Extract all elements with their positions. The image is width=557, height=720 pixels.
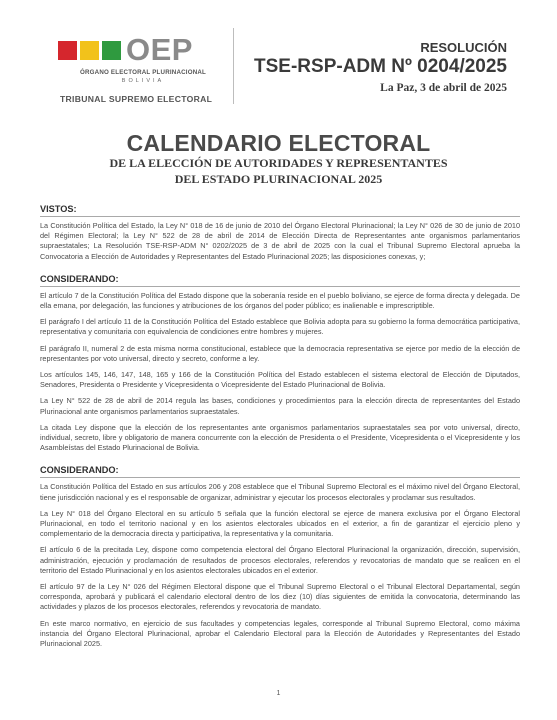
paragraph: La citada Ley dispone que la elección de los representantes ante organismos parlamentarios supraestatales sea por voto universal, directo, individual, secreto, libre y obligatorio de manera concurrente con la elección de Presidenta o el Presidente, Vicepresidenta o el Vicepresidente y los Asambleístas del Estado Plurinacional de Bolivia. (40, 422, 520, 453)
header-divider (233, 28, 234, 104)
logo-brand-text: OEP (126, 32, 193, 67)
logo-country: BOLIVIA (121, 78, 165, 84)
document-subtitle-line1: DE LA ELECCIÓN DE AUTORIDADES Y REPRESENTANTES (109, 156, 448, 170)
paragraph: En este marco normativo, en ejercicio de sus facultades y competencias legales, corresponde al Tribunal Supremo Electoral, como máxima instancia del Órgano Electoral Plurinacional, aprobar el Calendario Electoral para la Elección de Autoridades y Representantes del Estado Plurinacional 2025. (40, 618, 520, 649)
paragraph: El parágrafo II, numeral 2 de esta misma norma constitucional, establece que la democracia representativa se ejerce por medio de la elección de representantes por voto universal, directo y secreto, conforme a ley. (40, 343, 520, 363)
logo-mark (58, 34, 218, 66)
resolution-date: La Paz, 3 de abril de 2025 (380, 82, 507, 94)
resolution-label: RESOLUCIÓN (420, 40, 507, 55)
paragraph: El artículo 7 de la Constitución Política del Estado dispone que la soberanía reside en el pueblo boliviano, se ejerce de forma directa y delegada. De ella emana, por delegación, las funciones y atribuciones de los órganos del poder público; es inalienable e imprescriptible. (40, 290, 520, 311)
document-body (40, 204, 520, 655)
paragraph: La Ley N° 018 del Órgano Electoral en su artículo 5 señala que la función electoral se ejerce de manera exclusiva por el Órgano Electoral Plurinacional, en todo el territorio nacional y en los asientos electorales ubicados en el exterior, a fin de garantizar el ejercicio pleno y complementario de la democracia directa y participativa, la representativa y la comunitaria. (40, 508, 520, 539)
section-heading: VISTOS: (40, 204, 77, 214)
section-divider (40, 477, 520, 478)
logo-tribunal: TRIBUNAL SUPREMO ELECTORAL (60, 94, 213, 104)
red-square-icon (58, 41, 77, 60)
yellow-square-icon (80, 41, 99, 60)
page-number: 1 (276, 690, 281, 697)
oep-logo (58, 34, 218, 108)
paragraph: El artículo 97 de la Ley N° 026 del Régimen Electoral dispone que el Tribunal Supremo Electoral o el Tribunal Electoral Departamental, según corresponda, aprobará y publicará el calendario electoral dentro de los diez (10) días siguientes de emitida la convocatoria, determinando las actividades y plazos de los procesos electorales, referendos y revocatoria de mandato. (40, 582, 520, 612)
section-heading: CONSIDERANDO: (40, 465, 119, 476)
section-divider (40, 286, 520, 287)
section-divider (40, 216, 520, 217)
section-vistos (40, 204, 520, 262)
paragraph: Los artículos 145, 146, 147, 148, 165 y 166 de la Constitución Política del Estado establecen el sistema electoral de Elección de Diputados, Senadores, Presidenta o Presidente y Vicepresidenta o Vicepresidente del Estado Plurinacional de Bolivia. (40, 370, 520, 390)
document-subtitle-line2: DEL ESTADO PLURINACIONAL 2025 (174, 172, 383, 186)
section-considerando-1 (40, 274, 520, 454)
paragraph: La Constitución Política del Estado, la Ley N° 018 de 16 de junio de 2010 del Órgano Electoral Plurinacional; la Ley N° 026 de 30 de junio de 2010 del Régimen Electoral; la Ley N° 522 de 28 de abril de 2014 de Elección Directa de Representantes ante organismos parlamentarios supraestatales; La Resolución TSE-RSP-ADM N° 0202/2025 de 3 de abril de 2025 con la cual el Tribunal Supremo Electoral aprueba la Convocatoria a Elección de Autoridades y Representantes del Estado Plurinacional 2025; las disposiciones conexas, y; (40, 221, 520, 261)
green-square-icon (102, 41, 121, 60)
paragraph: El parágrafo I del artículo 11 de la Constitución Política del Estado establece que Bolivia adopta para su gobierno la forma democrática participativa, representativa y comunitaria con equivalencia de condiciones entre hombres y mujeres. (40, 317, 520, 337)
section-considerando-2 (40, 465, 520, 649)
paragraph: La Constitución Política del Estado en sus artículos 206 y 208 establece que el Tribunal Supremo Electoral es el máximo nivel del Órgano Electoral, tiene jurisdicción nacional y es el responsable de organizar, administrar y ejecutar los procesos electorales y proclamar sus resultados. (40, 482, 520, 502)
section-heading: CONSIDERANDO: (40, 273, 119, 284)
paragraph: El artículo 6 de la precitada Ley, dispone como competencia electoral del Órgano Electoral Plurinacional la organización, dirección, supervisión, administración, ejecución y proclamación de resultados de procesos electorales, referendos y revocatorias de mandato que se realicen en el territorio del Estado Plurinacional y en los asientos electorales ubicados en el exterior. (40, 545, 520, 575)
paragraph: La Ley N° 522 de 28 de abril de 2014 regula las bases, condiciones y procedimientos para la elección directa de representantes del Estado Plurinacional ante organismos parlamentarios supraestatales. (40, 396, 520, 416)
logo-org-name: ÓRGANO ELECTORAL PLURINACIONAL (79, 69, 207, 76)
document-title: CALENDARIO ELECTORAL (126, 130, 431, 156)
resolution-number: TSE-RSP-ADM Nº 0204/2025 (254, 56, 507, 77)
